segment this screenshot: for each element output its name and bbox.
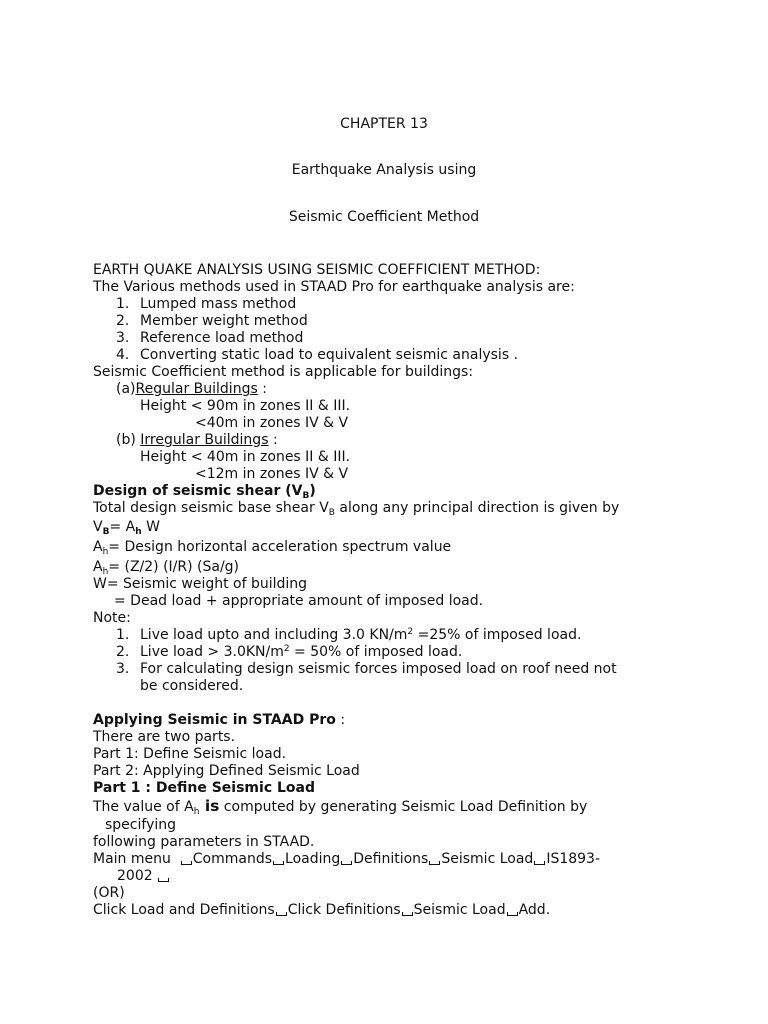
- w-definition: W= Seismic weight of building: [93, 576, 308, 592]
- regular-height-1: Height < 90m in zones II & III.: [140, 398, 351, 414]
- menu-item: IS1893-: [546, 851, 601, 867]
- arrow-icon: [341, 861, 352, 865]
- text: = A: [109, 519, 136, 535]
- text: V: [93, 519, 103, 535]
- shear-heading: [93, 483, 316, 500]
- label: (a): [116, 381, 136, 397]
- note-item: [140, 644, 462, 661]
- apply-heading: [93, 712, 345, 729]
- ah-formula: [93, 559, 239, 576]
- text: A: [93, 559, 103, 575]
- text: along any principal direction is given by: [334, 500, 620, 516]
- subscript: h: [193, 807, 200, 817]
- subscript: B: [102, 527, 110, 537]
- list-item: [116, 330, 129, 347]
- two-parts: There are two parts.: [93, 729, 236, 745]
- label: (b): [116, 432, 141, 448]
- arrow-icon: [181, 861, 192, 865]
- subscript: h: [135, 527, 142, 537]
- regular-buildings-title: Regular Buildings: [135, 381, 258, 397]
- text: = Design horizontal acceleration spectrum value: [108, 539, 452, 555]
- list-number: 4.: [116, 347, 130, 363]
- part1-line: Part 1: Define Seismic load.: [93, 746, 287, 762]
- list-number: 2.: [116, 644, 130, 660]
- text: Live load > 3.0KN/m: [140, 644, 284, 660]
- regular-height-2: <40m in zones IV & V: [195, 415, 349, 431]
- section-caps-title: EARTH QUAKE ANALYSIS USING SEISMIC COEFFICIENT METHOD:: [93, 262, 541, 278]
- list-item: [116, 296, 129, 313]
- text: = (Z/2) (I/R) (Sa/g): [108, 559, 240, 575]
- w-definition-2: = Dead load + appropriate amount of imposed load.: [114, 593, 484, 609]
- arrow-icon: [276, 912, 287, 916]
- note-item: [140, 661, 617, 678]
- colon: :: [257, 381, 267, 397]
- applicability-text: Seismic Coefficient method is applicable for buildings:: [93, 364, 474, 380]
- superscript: 2: [407, 627, 414, 637]
- list-item-text: Lumped mass method: [140, 296, 297, 312]
- list-number: 3.: [116, 661, 130, 677]
- irregular-height-2: <12m in zones IV & V: [195, 466, 349, 482]
- arrow-icon: [507, 912, 518, 916]
- text: Applying Seismic in STAAD Pro: [93, 712, 336, 728]
- subscript: h: [102, 567, 109, 577]
- methods-intro: The Various methods used in STAAD Pro for earthquake analysis are:: [93, 279, 575, 295]
- irregular-buildings-title: Irregular Buildings: [140, 432, 269, 448]
- arrow-icon: [534, 861, 545, 865]
- menu-path: [93, 851, 600, 868]
- irregular-buildings-line: [116, 432, 278, 449]
- text: The value of A: [93, 799, 194, 815]
- click-path: [93, 902, 550, 919]
- arrow-icon: [158, 878, 169, 882]
- list-item-text: Reference load method: [140, 330, 304, 346]
- list-number: 1.: [116, 296, 130, 312]
- list-item-text: Converting static load to equivalent seismic analysis .: [140, 347, 519, 363]
- text: Seismic Load: [413, 902, 506, 918]
- text: computed by generating Seismic Load Definition by: [219, 799, 588, 815]
- chapter-title-line2: Seismic Coefficient Method: [288, 209, 480, 225]
- text: Main menu: [93, 851, 171, 867]
- text: Add.: [518, 902, 551, 918]
- text: 2002: [117, 868, 153, 884]
- list-number: 2.: [116, 313, 130, 329]
- text: Live load upto and including 3.0 KN/m: [140, 627, 408, 643]
- list-item-text: Member weight method: [140, 313, 308, 329]
- text: Click Definitions: [287, 902, 401, 918]
- value-line: [93, 798, 587, 816]
- shear-formula: [93, 519, 160, 536]
- list-item: [116, 313, 129, 330]
- menu-item: Commands: [192, 851, 273, 867]
- arrow-icon: [429, 861, 440, 865]
- list-item: [116, 347, 129, 364]
- text: For calculating design seismic forces imposed load on roof need not: [140, 661, 617, 677]
- total-shear-text: [93, 500, 619, 517]
- subscript: h: [102, 547, 109, 557]
- part1-heading: Part 1 : Define Seismic Load: [93, 780, 315, 796]
- menu-item: Loading: [285, 851, 341, 867]
- shear-heading-end: ): [309, 483, 316, 499]
- colon: :: [268, 432, 278, 448]
- value-line-cont: specifying: [105, 817, 176, 833]
- text: Total design seismic base shear V: [93, 500, 329, 516]
- params-line: following parameters in STAAD.: [93, 834, 315, 850]
- arrow-icon: [402, 912, 413, 916]
- text: A: [93, 539, 103, 555]
- text: = 50% of imposed load.: [289, 644, 463, 660]
- arrow-icon: [273, 861, 284, 865]
- list-number: 3.: [116, 330, 130, 346]
- ah-definition: [93, 539, 451, 556]
- note-item-cont: be considered.: [140, 678, 244, 694]
- text: :: [335, 712, 346, 728]
- shear-heading-text: Design of seismic shear (V: [93, 483, 303, 499]
- regular-buildings-line: [116, 381, 267, 398]
- note-label: Note:: [93, 610, 131, 626]
- part2-line: Part 2: Applying Defined Seismic Load: [93, 763, 360, 779]
- text: is: [199, 797, 220, 815]
- text: =25% of imposed load.: [413, 627, 582, 643]
- chapter-title-line1: Earthquake Analysis using: [291, 162, 477, 178]
- subscript: B: [328, 508, 335, 518]
- or-line: (OR): [93, 885, 125, 901]
- menu-item: Seismic Load: [441, 851, 534, 867]
- chapter-number: CHAPTER 13: [340, 116, 428, 132]
- irregular-height-1: Height < 40m in zones II & III.: [140, 449, 351, 465]
- menu-path-cont: [117, 868, 170, 885]
- note-item: [140, 627, 581, 644]
- list-number: 1.: [116, 627, 130, 643]
- menu-item: Definitions: [353, 851, 429, 867]
- text: Click Load and Definitions: [93, 902, 275, 918]
- subscript: B: [302, 491, 310, 501]
- text: W: [141, 519, 160, 535]
- superscript: 2: [283, 644, 290, 654]
